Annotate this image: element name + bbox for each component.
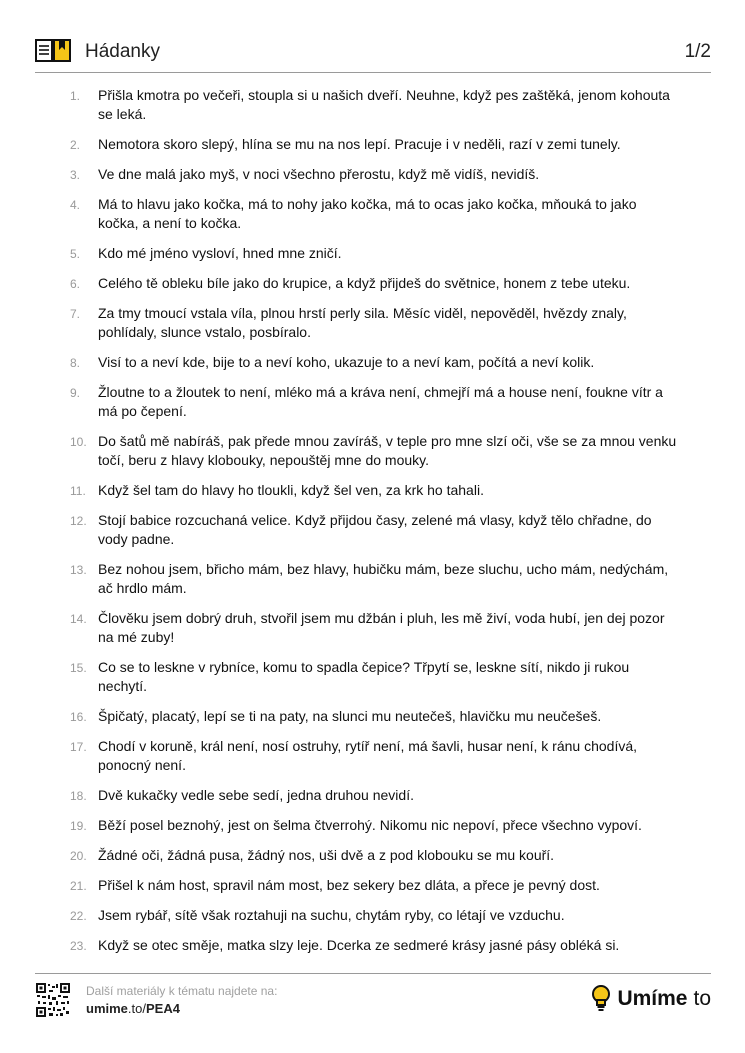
riddle-number: 11. (70, 484, 86, 498)
riddle-item (70, 936, 680, 955)
riddle-item (70, 609, 680, 647)
lightbulb-icon (591, 985, 611, 1013)
riddle-number: 23. (70, 939, 87, 953)
footer-link-code: PEA4 (145, 1001, 180, 1016)
riddle-text: Visí to a neví kde, bije to a neví koho, ukazuje to a neví kam, počítá a neví kolik. (98, 354, 595, 370)
riddle-item (70, 353, 680, 372)
footer-link-tld: .to/ (127, 1001, 146, 1016)
riddle-item (70, 786, 680, 805)
riddle-number: 21. (70, 879, 87, 893)
riddle-text: Špičatý, placatý, lepí se ti na paty, na slunci mu neutečeš, hlavičku mu neučešeš. (98, 708, 602, 724)
riddle-number: 9. (70, 386, 81, 400)
brand-name-bold: Umíme (617, 987, 688, 1010)
riddle-item (70, 244, 680, 263)
riddle-item (70, 658, 680, 696)
riddle-item (70, 304, 680, 342)
riddle-text: Žloutne to a žloutek to není, mléko má a kráva není, chmejří má a house není, foukne vítr a má po čepení. (98, 384, 663, 419)
riddle-text: Bez nohou jsem, břicho mám, bez hlavy, hubičku mám, beze sluchu, ucho mám, nedýchám, ač hrdlo mám. (98, 561, 669, 596)
riddle-text: Když šel tam do hlavy ho tloukli, když šel ven, za krk ho tahali. (98, 482, 484, 498)
riddle-item (70, 906, 680, 925)
riddle-number: 4. (70, 198, 81, 212)
riddle-text: Přišel k nám host, spravil nám most, bez sekery bez dláta, a přece je pevný dost. (98, 877, 600, 893)
riddle-number: 17. (70, 740, 87, 754)
riddle-number: 14. (70, 612, 87, 626)
riddle-text: Má to hlavu jako kočka, má to nohy jako kočka, má to ocas jako kočka, mňouká to jako kočka, a není to kočka. (98, 196, 637, 231)
riddle-number: 19. (70, 819, 87, 833)
riddle-item (70, 560, 680, 598)
riddle-text: Kdo mé jméno vysloví, hned mne zničí. (98, 245, 342, 261)
riddle-text: Žádné oči, žádná pusa, žádný nos, uši dvě a z pod klobouku se mu kouří. (98, 847, 555, 863)
riddle-item (70, 846, 680, 865)
riddle-item (70, 876, 680, 895)
riddle-text: Za tmy tmoucí vstala víla, plnou hrstí perly sila. Měsíc viděl, nepověděl, hvězdy znaly, pohlídaly, slunce vstalo, posbíralo. (98, 305, 627, 340)
riddle-text: Stojí babice rozcuchaná velice. Když přijdou časy, zelené má vlasy, když tělo chřadne, do vody padne. (98, 512, 652, 547)
riddle-number: 8. (70, 356, 81, 370)
riddle-item (70, 511, 680, 549)
riddle-item (70, 383, 680, 421)
riddle-text: Přišla kmotra po večeři, stoupla si u našich dveří. Neuhne, když pes zaštěká, jenom kohouta se leká. (98, 87, 670, 122)
riddle-list (70, 86, 680, 955)
brand-logo (591, 985, 711, 1013)
riddle-item (70, 195, 680, 233)
page-number: 1/2 (684, 41, 711, 62)
riddle-number: 6. (70, 277, 81, 291)
riddle-text: Když se otec směje, matka slzy leje. Dcerka ze sedmeré krásy jasné pásy obléká si. (98, 937, 620, 953)
riddle-item (70, 165, 680, 184)
footer-link-domain: umime (86, 1001, 128, 1016)
riddle-number: 22. (70, 909, 87, 923)
riddle-text: Celého tě obleku bíle jako do krupice, a když přijdeš do světnice, honem z tebe uteku. (98, 275, 631, 291)
riddle-text: Člověku jsem dobrý druh, stvořil jsem mu džbán i pluh, les mě živí, voda hubí, jen dej pozor na mé zuby! (98, 610, 665, 645)
riddle-text: Nemotora skoro slepý, hlína se mu na nos lepí. Pracuje i v neděli, razí v zemi tunely. (98, 136, 621, 152)
riddle-text: Do šatů mě nabíráš, pak přede mnou zavíráš, v teple pro mne slzí oči, vše se za mnou venku točí, beru z hlavy klobouky, nepouštěj mne do mouky. (98, 433, 677, 468)
riddle-number: 7. (70, 307, 81, 321)
riddle-item (70, 274, 680, 293)
footer-note: Další materiály k tématu najdete na: (86, 984, 278, 998)
riddle-item (70, 737, 680, 775)
riddle-number: 16. (70, 710, 87, 724)
open-book-icon (35, 38, 71, 64)
footer-link[interactable] (86, 1001, 180, 1016)
riddle-number: 3. (70, 168, 81, 182)
riddle-text: Jsem rybář, sítě však roztahuji na suchu, chytám ryby, co létají ve vzduchu. (98, 907, 565, 923)
brand-name-light: to (693, 987, 711, 1010)
page-title: Hádanky (85, 41, 160, 62)
footer-divider (35, 973, 711, 974)
riddle-number: 2. (70, 138, 81, 152)
riddle-number: 18. (70, 789, 87, 803)
riddle-item (70, 86, 680, 124)
riddle-text: Běží posel beznohý, jest on šelma čtverrohý. Nikomu nic nepoví, přece všechno vypoví. (98, 817, 642, 833)
riddle-number: 5. (70, 247, 81, 261)
riddle-item (70, 481, 680, 500)
riddle-number: 20. (70, 849, 87, 863)
riddle-number: 13. (70, 563, 87, 577)
riddle-item (70, 707, 680, 726)
riddle-text: Chodí v koruně, král není, nosí ostruhy, rytíř není, má šavli, husar není, k ránu chodívá, ponocný není. (98, 738, 638, 773)
riddle-text: Ve dne malá jako myš, v noci všechno přerostu, když mě vidíš, nevidíš. (98, 166, 540, 182)
riddle-text: Co se to leskne v rybníce, komu to spadla čepice? Třpytí se, leskne sítí, nikdo ji rukou nechytí. (98, 659, 630, 694)
qr-code-icon (36, 983, 70, 1017)
riddle-number: 15. (70, 661, 87, 675)
riddle-text: Dvě kukačky vedle sebe sedí, jedna druhou nevidí. (98, 787, 414, 803)
riddle-item (70, 816, 680, 835)
riddle-item (70, 432, 680, 470)
riddle-item (70, 135, 680, 154)
page-header (35, 36, 711, 73)
riddle-number: 12. (70, 514, 87, 528)
riddle-number: 1. (70, 89, 81, 103)
riddle-number: 10. (70, 435, 87, 449)
